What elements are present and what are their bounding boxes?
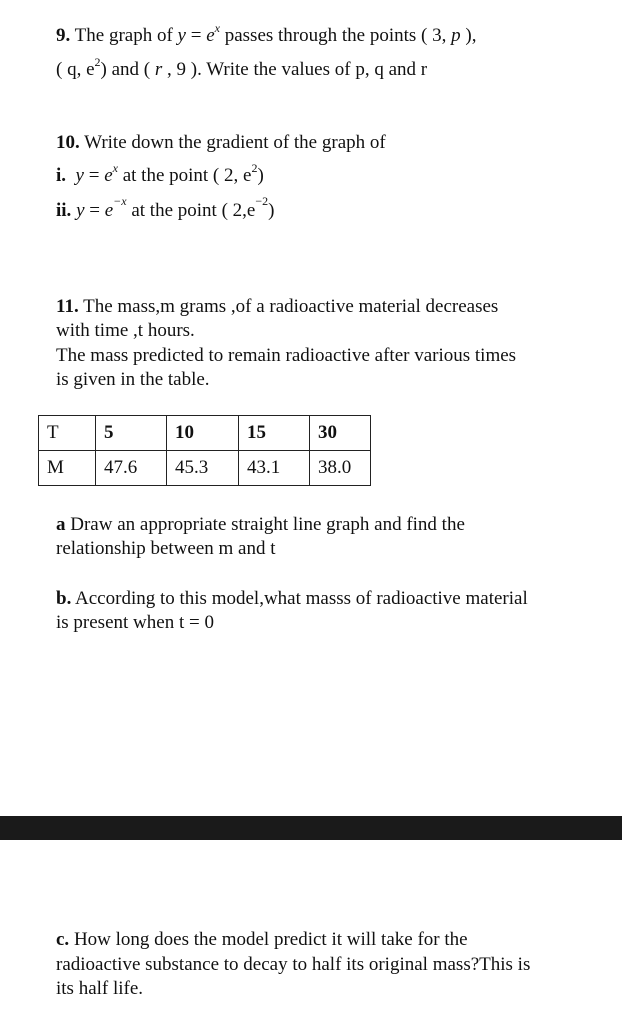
question-11c-line3: its half life. xyxy=(56,978,144,999)
table-cell: 10 xyxy=(167,416,239,451)
question-11a-line2: relationship between m and t xyxy=(56,538,276,559)
question-11b-line2: is present when t = 0 xyxy=(56,612,214,633)
table-cell: 45.3 xyxy=(167,451,239,486)
table-cell: 38.0 xyxy=(310,451,371,486)
table-cell: M xyxy=(39,451,96,486)
question-11a-line1: a Draw an appropriate straight line graph and find the xyxy=(56,514,465,535)
table-cell: 30 xyxy=(310,416,371,451)
question-11-line3: The mass predicted to remain radioactive after various times xyxy=(56,345,517,366)
question-number: 11. xyxy=(56,296,79,317)
page-divider-band xyxy=(0,816,622,840)
question-9-line1: 9. The graph of $y = e^x$ passes through the points ( 3, p ), xyxy=(56,21,477,46)
table-cell: 5 xyxy=(96,416,167,451)
question-11c-line2: radioactive substance to decay to half its original mass?This is xyxy=(56,954,531,975)
question-number: 9. xyxy=(56,25,71,46)
question-10-part-i: i. $y = e^x$ at the point ( 2, $e^2$) xyxy=(56,161,264,186)
question-10-part-ii: ii. $y = e^{-x}$ at the point ( $2,e^{-2}$) xyxy=(56,194,275,221)
table-cell: 43.1 xyxy=(239,451,310,486)
table-cell: 15 xyxy=(239,416,310,451)
question-11b-line1: b. According to this model,what masss of radioactive material xyxy=(56,588,528,609)
question-10-intro: 10. Write down the gradient of the graph of xyxy=(56,132,386,153)
question-11-line4: is given in the table. xyxy=(56,369,210,390)
question-number: 10. xyxy=(56,132,80,153)
question-11-line2: with time ,t hours. xyxy=(56,320,195,341)
question-11-line1: 11. The mass,m grams ,of a radioactive material decreases xyxy=(56,296,499,317)
mass-time-table xyxy=(38,415,371,486)
question-11c-line1: c. How long does the model predict it will take for the xyxy=(56,929,468,950)
table-row xyxy=(39,451,371,486)
table-cell: 47.6 xyxy=(96,451,167,486)
question-9-line2: ( q, $e^2$) and ( r , 9 ). Write the values of p, q and r xyxy=(56,55,428,80)
table-cell: T xyxy=(39,416,96,451)
table-row xyxy=(39,416,371,451)
